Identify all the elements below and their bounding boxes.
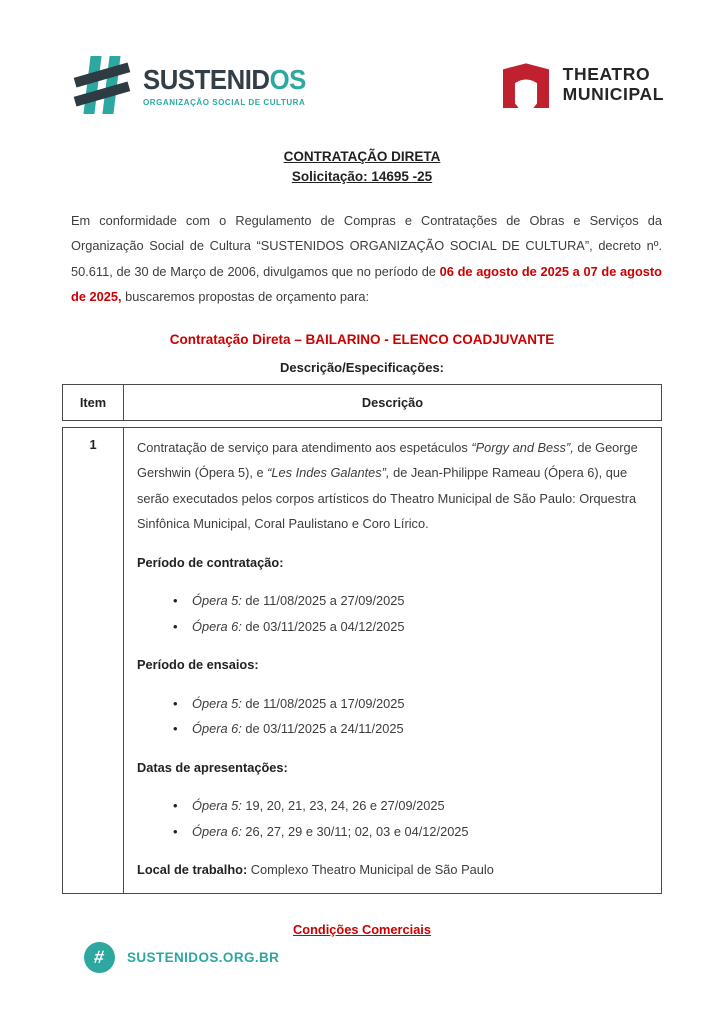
- work-location: [137, 857, 647, 883]
- footer-site-text: SUSTENIDOS.ORG.BR: [127, 950, 280, 965]
- description-paragraph: [137, 435, 647, 537]
- theatro-wordmark: [563, 65, 664, 105]
- work-location-value: Complexo Theatro Municipal de São Paulo: [247, 862, 494, 877]
- sustenidos-name-accent: OS: [269, 63, 306, 95]
- section-title-apresentacoes: Datas de apresentações:: [137, 759, 288, 775]
- intro-paragraph: [71, 208, 662, 310]
- sustenidos-logo: [74, 56, 320, 114]
- intro-part1: Em conformidade com o Regulamento de Compras e Contratações de Obras e Serviços da Organização Social de Cultura “SUSTENIDOS ORGANIZAÇÃO SOCIAL DE CULTURA”, decreto nº. 50.611, de 30 de Março de 2006, divulgamos que no período de: [71, 212, 662, 279]
- col-header-descricao: Descrição: [361, 394, 424, 410]
- list-item: • Ópera 5: 19, 20, 21, 23, 24, 26 e 27/09/2025: [171, 793, 647, 819]
- header: [0, 0, 724, 114]
- desc-seg2-title: “Porgy and Bess”,: [471, 439, 574, 455]
- condicoes-comerciais-link[interactable]: Condições Comerciais: [293, 921, 431, 937]
- title-line1: CONTRATAÇÃO DIRETA: [283, 149, 441, 164]
- desc-seg3: de George Gershwin (Ópera 5), e: [137, 439, 638, 480]
- cell-item-number: 1: [63, 428, 124, 893]
- intro-part2: buscaremos propostas de orçamento para:: [121, 289, 370, 304]
- desc-seg5: de Jean-Philippe Rameau (Ópera 6), que serão executados pelos corpos artísticos do Theatro Municipal de São Paulo: Orquestra Sinfônica Municipal, Coral Paulistano e Coro Lírico.: [137, 465, 637, 531]
- spec-table: [62, 384, 662, 894]
- list-item: • Ópera 5: de 11/08/2025 a 17/09/2025: [171, 691, 647, 717]
- list-item: • Ópera 6: de 03/11/2025 a 04/12/2025: [171, 614, 647, 640]
- spec-heading: Descrição/Especificações:: [279, 359, 445, 375]
- page-footer: [84, 942, 279, 973]
- bullet-list-contratacao: [137, 588, 647, 639]
- desc-seg1: Contratação de serviço para atendimento aos espetáculos: [137, 439, 472, 455]
- intro-date-highlight: 06 de agosto de 2025 a 07 de agosto de 2025,: [71, 263, 662, 304]
- table-row: [62, 427, 662, 894]
- sustenidos-tagline: ORGANIZAÇÃO SOCIAL DE CULTURA: [143, 97, 306, 107]
- list-item: • Ópera 6: de 03/11/2025 a 24/11/2025: [171, 716, 647, 742]
- theatro-line2: MUNICIPAL: [562, 84, 664, 104]
- col-header-item: Item: [63, 385, 124, 420]
- theatro-arch-icon: [503, 61, 549, 109]
- list-item: • Ópera 6: 26, 27, 29 e 30/11; 02, 03 e 04/12/2025: [171, 819, 647, 845]
- title-line2: Solicitação: 14695 -25: [291, 169, 433, 185]
- theatro-municipal-logo: [503, 61, 664, 109]
- desc-seg4-title: “Les Indes Galantes”,: [267, 465, 390, 480]
- sustenidos-hash-icon: [74, 56, 130, 114]
- sustenidos-name: [143, 64, 306, 96]
- spec-table-header: [62, 384, 662, 421]
- sustenidos-name-dark: SUSTENID: [143, 63, 270, 95]
- list-item: • Ópera 5: de 11/08/2025 a 27/09/2025: [171, 588, 647, 614]
- theatro-line1: THEATRO: [562, 64, 651, 85]
- subject-heading: Contratação Direta – BAILARINO - ELENCO COADJUVANTE: [169, 331, 555, 347]
- condicoes-comerciais: [0, 921, 724, 939]
- sustenidos-wordmark: [143, 64, 320, 107]
- section-title-ensaios: Período de ensaios:: [137, 657, 259, 672]
- section-title-contratacao: Período de contratação:: [137, 554, 284, 570]
- bullet-list-ensaios: [137, 691, 647, 742]
- sustenidos-footer-icon: #: [84, 942, 115, 973]
- document-title: [0, 147, 724, 188]
- bullet-list-apresentacoes: [137, 793, 647, 844]
- cell-description: [124, 428, 661, 893]
- work-location-label: Local de trabalho:: [137, 862, 248, 877]
